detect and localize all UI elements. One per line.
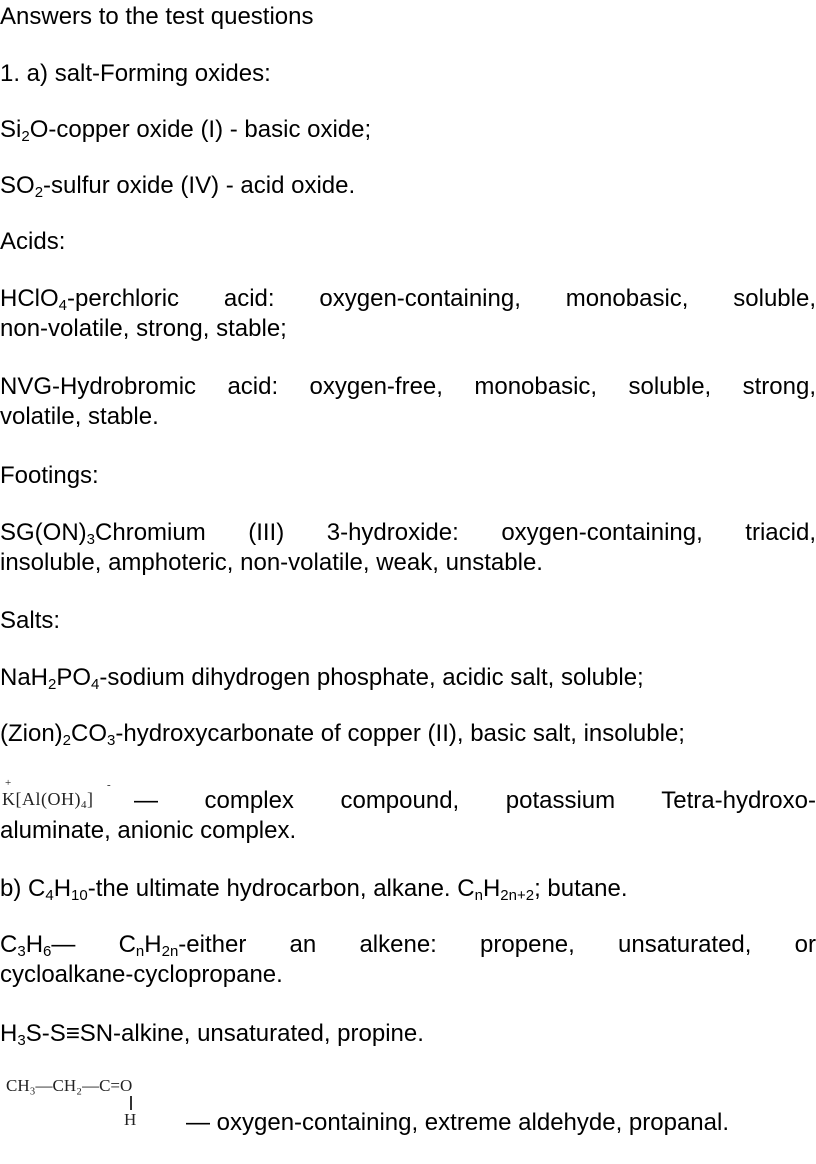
aldehyde-line: — oxygen-containing, extreme aldehyde, propanal. (186, 1109, 729, 1136)
salts-label: Salts: (0, 607, 61, 634)
acid-1: HClO$_4$-perchloric acid: oxygen-containing, monobasic, soluble, non-volatile, strong, stable; (0, 285, 816, 342)
alkene-line: $C_3H_6—$ $C_nH_{2n}$-either an alkene: propene, unsaturated, or cycloalkane-cyclopropane. (0, 931, 816, 988)
potassium-aluminate-formula: + $K[Al(OH)_4]$ - (2, 777, 112, 811)
salt-2: $(Zion)_2CO_3$-hydroxycarbonate of copper (II), basic salt, insoluble; (0, 720, 685, 749)
propanal-formula-top: CH₃—CH₂—C=O (6, 1076, 133, 1095)
heading: Answers to the test questions (0, 3, 314, 30)
oxide-2: $SO_2$-sulfur oxide (IV) - acid oxide. (0, 172, 356, 201)
propanal-formula-h: H (124, 1110, 137, 1129)
acids-label: Acids: (0, 228, 66, 255)
propine-line: $H_3S-S\equiv SN$-alkine, unsaturated, propine. (0, 1020, 424, 1049)
alkane-line: b) $C_4H_{10}$-the ultimate hydrocarbon, alkane. $C_nH_{2n+2}$; butane. (0, 875, 628, 904)
question-1a-label: 1. a) salt-Forming oxides: (0, 60, 271, 87)
oxide-1: $Si_2O$-copper oxide (I) - basic oxide; (0, 116, 372, 145)
complex-compound: — complex compound, potassium Tetra-hydroxo- aluminate, anionic complex. (0, 787, 816, 844)
propanal-single-bond (130, 1096, 132, 1110)
footing-1: $SG(ON)_3Chromium$ (III) 3-hydroxide: oxygen-containing, triacid, insoluble, amphoteric, non-volatile, weak, unstable. (0, 519, 816, 576)
acid-2: NVG-Hydrobromic acid: oxygen-free, monobasic, soluble, strong, volatile, stable. (0, 373, 816, 430)
propanal-structural-formula (0, 1076, 180, 1132)
salt-1: $NaH_2PO_4$-sodium dihydrogen phosphate, acidic salt, soluble; (0, 664, 644, 693)
footings-label: Footings: (0, 462, 99, 489)
